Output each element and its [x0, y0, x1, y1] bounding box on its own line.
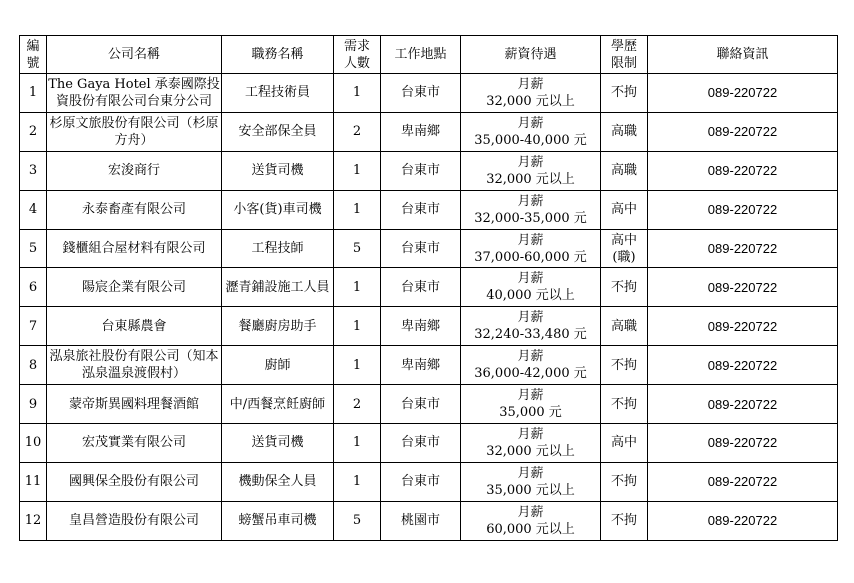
headcount: 1	[334, 151, 381, 190]
education-requirement: 高中	[601, 424, 648, 463]
education-requirement: 高職	[601, 151, 648, 190]
contact-phone: 089-220722	[648, 151, 838, 190]
salary-amount: 60,000 元以上	[486, 521, 575, 537]
salary-cell	[461, 229, 601, 268]
row-number: 9	[20, 385, 47, 424]
salary-cell	[461, 385, 601, 424]
headcount: 5	[334, 229, 381, 268]
salary-amount: 32,000 元以上	[486, 171, 575, 187]
work-location: 台東市	[381, 74, 461, 113]
company-name: 杉原文旅股份有限公司（杉原方舟）	[47, 112, 222, 151]
education-requirement: 高職	[601, 307, 648, 346]
company-name: 皇昌營造股份有限公司	[47, 501, 222, 540]
row-number: 12	[20, 501, 47, 540]
company-name: 蒙帝斯異國料理餐酒館	[47, 385, 222, 424]
table-row	[20, 268, 838, 307]
salary-label: 月薪	[517, 465, 544, 481]
company-name: 宏茂實業有限公司	[47, 424, 222, 463]
headcount: 1	[334, 307, 381, 346]
header-salary: 薪資待遇	[461, 36, 601, 74]
headcount: 1	[334, 424, 381, 463]
salary-cell	[461, 462, 601, 501]
work-location: 桃園市	[381, 501, 461, 540]
salary-label: 月薪	[517, 388, 544, 404]
education-requirement: 高中	[601, 190, 648, 229]
salary-amount: 35,000-40,000 元	[474, 132, 587, 148]
salary-cell	[461, 190, 601, 229]
company-name: 永泰畜產有限公司	[47, 190, 222, 229]
row-number: 10	[20, 424, 47, 463]
headcount: 1	[334, 462, 381, 501]
header-count-line2: 人數	[343, 55, 370, 71]
salary-amount: 32,000 元以上	[486, 93, 575, 109]
table-row	[20, 151, 838, 190]
headcount: 2	[334, 385, 381, 424]
position-name: 餐廳廚房助手	[222, 307, 334, 346]
salary-label: 月薪	[517, 271, 544, 287]
table-row	[20, 74, 838, 113]
position-name: 安全部保全員	[222, 112, 334, 151]
position-name: 送貨司機	[222, 151, 334, 190]
salary-amount: 35,000 元	[499, 405, 562, 421]
row-number: 4	[20, 190, 47, 229]
row-number: 7	[20, 307, 47, 346]
row-number: 11	[20, 462, 47, 501]
position-name: 工程技師	[222, 229, 334, 268]
education-requirement: 不拘	[601, 385, 648, 424]
table-row	[20, 501, 838, 540]
table-row	[20, 385, 838, 424]
table-row	[20, 462, 838, 501]
position-name: 螃蟹吊車司機	[222, 501, 334, 540]
contact-phone: 089-220722	[648, 501, 838, 540]
salary-label: 月薪	[517, 193, 544, 209]
contact-phone: 089-220722	[648, 268, 838, 307]
salary-amount: 32,000-35,000 元	[474, 210, 587, 226]
contact-phone: 089-220722	[648, 74, 838, 113]
salary-label: 月薪	[517, 310, 544, 326]
header-education-line2: 限制	[610, 55, 637, 71]
row-number: 2	[20, 112, 47, 151]
company-name: 台東縣農會	[47, 307, 222, 346]
work-location: 台東市	[381, 190, 461, 229]
contact-phone: 089-220722	[648, 462, 838, 501]
position-name: 送貨司機	[222, 424, 334, 463]
table-row	[20, 190, 838, 229]
position-name: 中/西餐烹飪廚師	[222, 385, 334, 424]
salary-amount: 37,000-60,000 元	[474, 249, 587, 265]
education-requirement: 不拘	[601, 74, 648, 113]
header-contact: 聯絡資訊	[648, 36, 838, 74]
table-row	[20, 307, 838, 346]
row-number: 5	[20, 229, 47, 268]
work-location: 台東市	[381, 151, 461, 190]
education-requirement: 高中(職)	[601, 229, 648, 268]
salary-cell	[461, 74, 601, 113]
work-location: 台東市	[381, 268, 461, 307]
company-name: 泓泉旅社股份有限公司（知本泓泉溫泉渡假村）	[47, 346, 222, 385]
table-row	[20, 424, 838, 463]
header-company: 公司名稱	[47, 36, 222, 74]
headcount: 1	[334, 190, 381, 229]
row-number: 3	[20, 151, 47, 190]
salary-cell	[461, 501, 601, 540]
table-row	[20, 229, 838, 268]
headcount: 1	[334, 74, 381, 113]
salary-cell	[461, 151, 601, 190]
salary-label: 月薪	[517, 426, 544, 442]
headcount: 1	[334, 346, 381, 385]
salary-amount: 32,240-33,480 元	[474, 327, 587, 343]
salary-amount: 32,000 元以上	[486, 443, 575, 459]
company-name: The Gaya Hotel 承泰國際投資股份有限公司台東分公司	[47, 74, 222, 113]
header-education-line1: 學歷	[610, 38, 637, 54]
headcount: 2	[334, 112, 381, 151]
work-location: 台東市	[381, 462, 461, 501]
company-name: 宏浚商行	[47, 151, 222, 190]
salary-label: 月薪	[517, 115, 544, 131]
contact-phone: 089-220722	[648, 385, 838, 424]
salary-label: 月薪	[517, 232, 544, 248]
salary-cell	[461, 112, 601, 151]
work-location: 台東市	[381, 229, 461, 268]
position-name: 機動保全人員	[222, 462, 334, 501]
header-count-line1: 需求	[343, 38, 370, 54]
header-location: 工作地點	[381, 36, 461, 74]
contact-phone: 089-220722	[648, 307, 838, 346]
salary-cell	[461, 268, 601, 307]
row-number: 6	[20, 268, 47, 307]
headcount: 1	[334, 268, 381, 307]
contact-phone: 089-220722	[648, 346, 838, 385]
position-name: 瀝青鋪設施工人員	[222, 268, 334, 307]
position-name: 小客(貨)車司機	[222, 190, 334, 229]
education-requirement: 不拘	[601, 346, 648, 385]
salary-cell	[461, 424, 601, 463]
education-requirement: 不拘	[601, 501, 648, 540]
salary-cell	[461, 307, 601, 346]
salary-label: 月薪	[517, 349, 544, 365]
position-name: 工程技術員	[222, 74, 334, 113]
table-row	[20, 346, 838, 385]
contact-phone: 089-220722	[648, 112, 838, 151]
salary-amount: 36,000-42,000 元	[474, 366, 587, 382]
work-location: 台東市	[381, 424, 461, 463]
salary-label: 月薪	[517, 154, 544, 170]
position-name: 廚師	[222, 346, 334, 385]
work-location: 卑南鄉	[381, 346, 461, 385]
row-number: 1	[20, 74, 47, 113]
work-location: 台東市	[381, 385, 461, 424]
education-requirement: 高職	[601, 112, 648, 151]
job-listing-table	[19, 35, 838, 541]
row-number: 8	[20, 346, 47, 385]
education-requirement: 不拘	[601, 268, 648, 307]
header-position: 職務名稱	[222, 36, 334, 74]
table-row	[20, 112, 838, 151]
company-name: 錢櫃組合屋材料有限公司	[47, 229, 222, 268]
header-count	[334, 36, 381, 74]
headcount: 5	[334, 501, 381, 540]
header-no: 編號	[20, 36, 47, 74]
salary-label: 月薪	[517, 504, 544, 520]
header-education	[601, 36, 648, 74]
contact-phone: 089-220722	[648, 190, 838, 229]
table-body	[20, 74, 838, 541]
work-location: 卑南鄉	[381, 112, 461, 151]
salary-amount: 35,000 元以上	[486, 482, 575, 498]
header-row	[20, 36, 838, 74]
contact-phone: 089-220722	[648, 229, 838, 268]
salary-cell	[461, 346, 601, 385]
work-location: 卑南鄉	[381, 307, 461, 346]
education-requirement: 不拘	[601, 462, 648, 501]
salary-amount: 40,000 元以上	[486, 288, 575, 304]
company-name: 陽宸企業有限公司	[47, 268, 222, 307]
company-name: 國興保全股份有限公司	[47, 462, 222, 501]
contact-phone: 089-220722	[648, 424, 838, 463]
salary-label: 月薪	[517, 76, 544, 92]
